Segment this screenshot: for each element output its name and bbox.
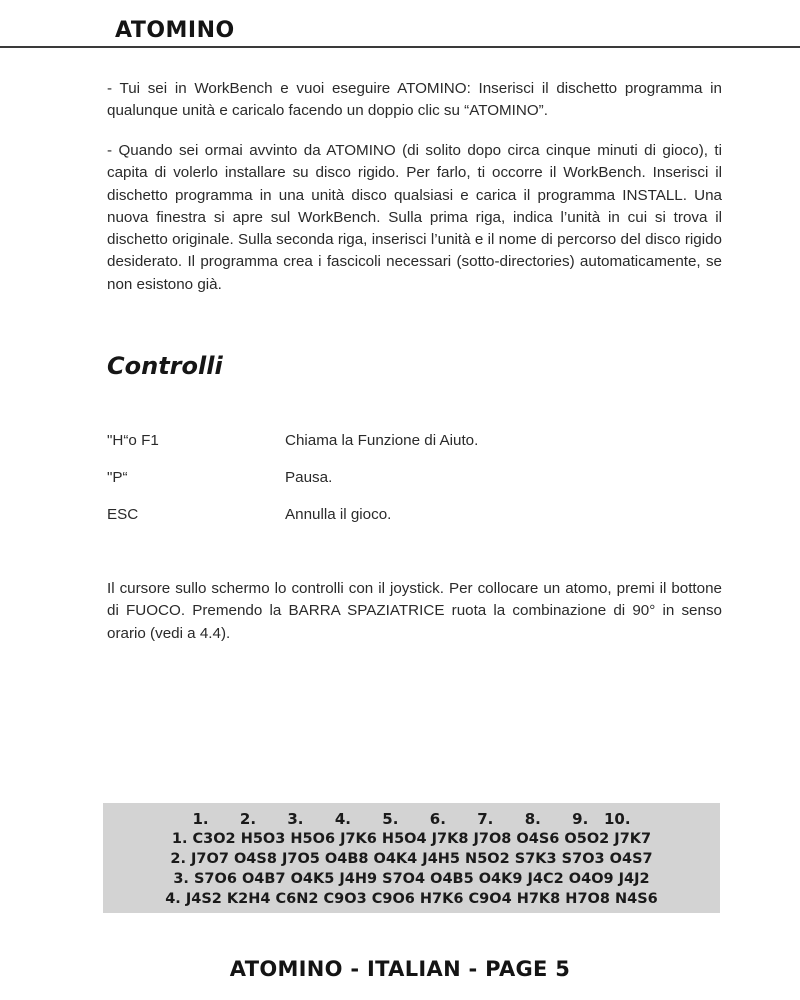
control-row <box>107 506 707 543</box>
control-key: "H“o F1 <box>107 432 159 449</box>
section-heading-controls: Controlli <box>107 352 223 380</box>
paragraph-cursor-controls: Il cursore sullo schermo lo controlli con il joystick. Per collocare un atomo, premi il bottone di FUOCO. Premendo la BARRA SPAZIATRICE ruota la combinazione di 90° in senso orario (vedi a 4.4). <box>107 580 722 642</box>
code-table-row: 1. C3O2 H5O3 H5O6 J7K6 H5O4 J7K8 J7O8 O4S6 O5O2 J7K7 <box>171 831 652 847</box>
page-header-title: ATOMINO <box>115 18 235 43</box>
code-table-row: 4. J4S2 K2H4 C6N2 C9O3 C9O6 H7K6 C9O4 H7K8 H7O8 N4S6 <box>165 891 658 907</box>
controls-list <box>107 432 707 543</box>
code-table-row: 2. J7O7 O4S8 J7O5 O4B8 O4K4 J4H5 N5O2 S7K3 S7O3 O4S7 <box>170 851 653 867</box>
code-table-row: 3. S7O6 O4B7 O4K5 J4H9 S7O4 O4B5 O4K9 J4C2 O4O9 J4J2 <box>173 871 650 887</box>
control-action: Pausa. <box>285 469 333 486</box>
control-action: Chiama la Funzione di Aiuto. <box>285 432 479 449</box>
header-divider <box>0 46 800 48</box>
control-row <box>107 469 707 506</box>
control-action: Annulla il gioco. <box>285 506 392 523</box>
control-key: ESC <box>107 506 139 523</box>
code-table <box>103 803 720 913</box>
paragraph-install: - Quando sei ormai avvinto da ATOMINO (di solito dopo circa cinque minuti di gioco), ti capita di volerlo installare su disco rigido. Per farlo, ti occorre il WorkBench. Inserisci il dischetto programma in una unità disco qualsiasi e carica il programma INSTALL. Una nuova finestra si apre sul WorkBench. Sulla prima riga, indica l’unità in cui si trova il dischetto originale. Sulla seconda riga, inserisci l’unità e il nome di percorso del disco rigido desiderato. Il programma crea i fascicoli necessari (sotto-directories) automaticamente, se non esistono già. <box>107 142 722 293</box>
code-table-header: 1. 2. 3. 4. 5. 6. 7. 8. 9. 10. <box>192 810 631 828</box>
page-footer: ATOMINO - ITALIAN - PAGE 5 <box>229 957 571 981</box>
control-row <box>107 432 707 469</box>
paragraph-workbench-run: - Tui sei in WorkBench e vuoi eseguire ATOMINO: Inserisci il dischetto programma in qualunque unità e caricalo facendo un doppio clic su “ATOMINO”. <box>107 80 722 120</box>
control-key: "P“ <box>107 469 128 486</box>
